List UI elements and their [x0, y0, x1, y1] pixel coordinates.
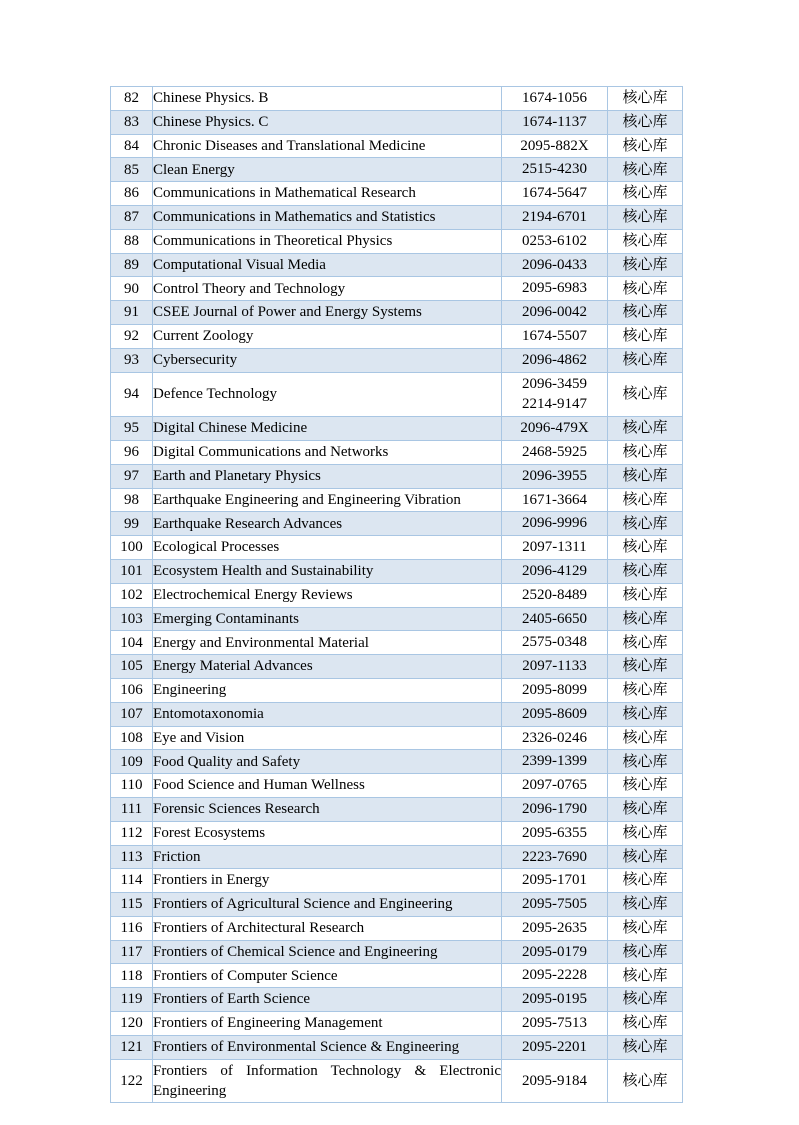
- journal-name: Control Theory and Technology: [153, 277, 502, 301]
- row-index: 106: [111, 678, 153, 702]
- table-row: [111, 158, 683, 182]
- issn-cell: [502, 678, 608, 702]
- journal-name: Communications in Mathematics and Statistics: [153, 205, 502, 229]
- status-label: 核心库: [608, 750, 683, 774]
- journal-name: Communications in Mathematical Research: [153, 182, 502, 206]
- row-index: 100: [111, 536, 153, 560]
- issn-value: 2223-7690: [522, 848, 587, 865]
- table-row: [111, 607, 683, 631]
- issn-value: 0253-6102: [522, 232, 587, 249]
- table-row: [111, 964, 683, 988]
- issn-cell: [502, 1035, 608, 1059]
- row-index: 87: [111, 205, 153, 229]
- issn-cell: [502, 417, 608, 441]
- issn-value: 2326-0246: [522, 729, 587, 746]
- issn-value: 2575-0348: [522, 634, 587, 651]
- row-index: 109: [111, 750, 153, 774]
- row-index: 107: [111, 702, 153, 726]
- issn-value: 1674-1056: [522, 90, 587, 106]
- row-index: 90: [111, 277, 153, 301]
- journal-name: Frontiers of Earth Science: [153, 988, 502, 1012]
- journal-name: Frontiers of Information Technology & Electronic Engineering: [153, 1059, 502, 1103]
- issn-cell: [502, 536, 608, 560]
- status-label: 核心库: [608, 559, 683, 583]
- journal-name: Frontiers of Engineering Management: [153, 1012, 502, 1036]
- issn-cell: [502, 253, 608, 277]
- table-row: [111, 678, 683, 702]
- issn-cell: [502, 702, 608, 726]
- row-index: 95: [111, 417, 153, 441]
- issn-cell: [502, 158, 608, 182]
- issn-value: 1674-5507: [522, 327, 587, 344]
- row-index: 101: [111, 559, 153, 583]
- issn-value: 2095-0195: [522, 991, 587, 1008]
- table-row: [111, 440, 683, 464]
- issn-cell: [502, 440, 608, 464]
- issn-cell: [502, 655, 608, 679]
- issn-cell: [502, 631, 608, 655]
- status-label: 核心库: [608, 1059, 683, 1103]
- table-row: [111, 726, 683, 750]
- table-row: [111, 253, 683, 277]
- status-label: 核心库: [608, 229, 683, 253]
- status-label: 核心库: [608, 964, 683, 988]
- issn-cell: [502, 893, 608, 917]
- row-index: 84: [111, 134, 153, 158]
- status-label: 核心库: [608, 205, 683, 229]
- issn-value: 2097-1311: [522, 539, 587, 556]
- journal-name: Frontiers of Chemical Science and Engineering: [153, 940, 502, 964]
- status-label: 核心库: [608, 110, 683, 134]
- table-row: [111, 583, 683, 607]
- issn-value: 2097-0765: [522, 777, 587, 794]
- journal-name: Frontiers of Agricultural Science and Engineering: [153, 893, 502, 917]
- status-label: 核心库: [608, 655, 683, 679]
- status-label: 核心库: [608, 536, 683, 560]
- journal-name: Emerging Contaminants: [153, 607, 502, 631]
- journal-name: Engineering: [153, 678, 502, 702]
- status-label: 核心库: [608, 301, 683, 325]
- issn-value: 2095-9184: [522, 1072, 587, 1089]
- issn-cell: [502, 916, 608, 940]
- journal-name: Earthquake Research Advances: [153, 512, 502, 536]
- table-row: [111, 655, 683, 679]
- issn-value: 2095-8609: [522, 705, 587, 722]
- journal-name: Forensic Sciences Research: [153, 797, 502, 821]
- table-row: [111, 205, 683, 229]
- row-index: 120: [111, 1012, 153, 1036]
- journal-name: Communications in Theoretical Physics: [153, 229, 502, 253]
- row-index: 114: [111, 869, 153, 893]
- row-index: 121: [111, 1035, 153, 1059]
- issn-cell: [502, 182, 608, 206]
- row-index: 111: [111, 797, 153, 821]
- row-index: 117: [111, 940, 153, 964]
- status-label: 核心库: [608, 324, 683, 348]
- issn-value: 1671-3664: [522, 491, 587, 508]
- journal-name: Frontiers in Energy: [153, 869, 502, 893]
- issn-value: 2095-8099: [522, 681, 587, 698]
- journal-name: Defence Technology: [153, 372, 502, 417]
- row-index: 115: [111, 893, 153, 917]
- status-label: 核心库: [608, 372, 683, 417]
- table-row: [111, 229, 683, 253]
- journal-name: Frontiers of Architectural Research: [153, 916, 502, 940]
- journal-table: [110, 86, 683, 1103]
- table-row: [111, 536, 683, 560]
- table-row: [111, 134, 683, 158]
- table-row: [111, 940, 683, 964]
- row-index: 82: [111, 87, 153, 111]
- row-index: 116: [111, 916, 153, 940]
- issn-value: 2095-2635: [522, 919, 587, 936]
- issn-cell: [502, 372, 608, 417]
- journal-name: Ecosystem Health and Sustainability: [153, 559, 502, 583]
- issn-cell: [502, 750, 608, 774]
- issn-cell: [502, 1012, 608, 1036]
- journal-name: Chinese Physics. B: [153, 87, 502, 111]
- issn-value: 2095-6355: [522, 824, 587, 841]
- status-label: 核心库: [608, 134, 683, 158]
- journal-name: Entomotaxonomia: [153, 702, 502, 726]
- issn-cell: [502, 797, 608, 821]
- table-row: [111, 324, 683, 348]
- journal-name: Chronic Diseases and Translational Medicine: [153, 134, 502, 158]
- status-label: 核心库: [608, 1035, 683, 1059]
- issn-cell: [502, 774, 608, 798]
- table-row: [111, 182, 683, 206]
- table-row: [111, 1012, 683, 1036]
- issn-cell: [502, 845, 608, 869]
- status-label: 核心库: [608, 916, 683, 940]
- status-label: 核心库: [608, 631, 683, 655]
- issn-value: 2096-1790: [522, 800, 587, 817]
- issn-cell: [502, 583, 608, 607]
- row-index: 97: [111, 464, 153, 488]
- status-label: 核心库: [608, 158, 683, 182]
- table-row: [111, 464, 683, 488]
- status-label: 核心库: [608, 940, 683, 964]
- status-label: 核心库: [608, 182, 683, 206]
- issn-cell: [502, 110, 608, 134]
- table-row: [111, 869, 683, 893]
- issn-cell: [502, 869, 608, 893]
- table-row: [111, 488, 683, 512]
- issn-value: 2095-0179: [522, 943, 587, 960]
- table-row: [111, 1059, 683, 1103]
- status-label: 核心库: [608, 845, 683, 869]
- row-index: 105: [111, 655, 153, 679]
- issn-cell: [502, 348, 608, 372]
- issn-value: 2194-6701: [522, 208, 587, 225]
- row-index: 108: [111, 726, 153, 750]
- row-index: 96: [111, 440, 153, 464]
- issn-value: 2097-1133: [522, 658, 587, 675]
- issn-value: 2095-2201: [522, 1038, 587, 1055]
- journal-name: Digital Chinese Medicine: [153, 417, 502, 441]
- issn-cell: [502, 464, 608, 488]
- journal-name: Electrochemical Energy Reviews: [153, 583, 502, 607]
- issn-cell: [502, 134, 608, 158]
- row-index: 91: [111, 301, 153, 325]
- issn-value: 2096-0042: [522, 304, 587, 321]
- row-index: 119: [111, 988, 153, 1012]
- issn-cell: [502, 205, 608, 229]
- journal-name: Computational Visual Media: [153, 253, 502, 277]
- journal-name: Clean Energy: [153, 158, 502, 182]
- status-label: 核心库: [608, 774, 683, 798]
- status-label: 核心库: [608, 607, 683, 631]
- issn-value: 2096-3955: [522, 467, 587, 484]
- journal-name: Earthquake Engineering and Engineering Vibration: [153, 488, 502, 512]
- journal-name: CSEE Journal of Power and Energy Systems: [153, 301, 502, 325]
- issn-value: 2095-7513: [522, 1015, 587, 1032]
- row-index: 93: [111, 348, 153, 372]
- issn-value: 2096-0433: [522, 256, 587, 273]
- status-label: 核心库: [608, 821, 683, 845]
- row-index: 112: [111, 821, 153, 845]
- status-label: 核心库: [608, 87, 683, 111]
- status-label: 核心库: [608, 488, 683, 512]
- issn-cell: [502, 229, 608, 253]
- issn-value: 2520-8489: [522, 586, 587, 603]
- issn-value: 2096-4862: [522, 351, 587, 368]
- issn-cell: [502, 512, 608, 536]
- issn-value: 2095-6983: [522, 280, 587, 297]
- status-label: 核心库: [608, 253, 683, 277]
- status-label: 核心库: [608, 583, 683, 607]
- issn-value: 2095-882X: [520, 137, 589, 154]
- status-label: 核心库: [608, 512, 683, 536]
- row-index: 118: [111, 964, 153, 988]
- table-row: [111, 702, 683, 726]
- journal-name: Chinese Physics. C: [153, 110, 502, 134]
- journal-name: Current Zoology: [153, 324, 502, 348]
- table-row: [111, 512, 683, 536]
- table-row: [111, 87, 683, 111]
- row-index: 94: [111, 372, 153, 417]
- row-index: 99: [111, 512, 153, 536]
- journal-name: Energy Material Advances: [153, 655, 502, 679]
- issn-cell: [502, 988, 608, 1012]
- row-index: 104: [111, 631, 153, 655]
- status-label: 核心库: [608, 869, 683, 893]
- issn-value: 2096-4129: [522, 562, 587, 579]
- journal-name: Friction: [153, 845, 502, 869]
- issn-value: 2096-3459: [522, 375, 587, 392]
- journal-name: Food Quality and Safety: [153, 750, 502, 774]
- status-label: 核心库: [608, 417, 683, 441]
- status-label: 核心库: [608, 348, 683, 372]
- issn-cell: [502, 821, 608, 845]
- journal-name: Eye and Vision: [153, 726, 502, 750]
- row-index: 103: [111, 607, 153, 631]
- status-label: 核心库: [608, 726, 683, 750]
- issn-value: 2096-479X: [520, 420, 589, 437]
- issn-value: 1674-5647: [522, 185, 587, 202]
- issn-value: 2096-9996: [522, 515, 587, 532]
- table-row: [111, 277, 683, 301]
- row-index: 89: [111, 253, 153, 277]
- table-row: [111, 893, 683, 917]
- issn-cell: [502, 277, 608, 301]
- issn-value: 2095-2228: [522, 967, 587, 984]
- table-row: [111, 631, 683, 655]
- issn-value: 2095-7505: [522, 896, 587, 913]
- table-row: [111, 1035, 683, 1059]
- issn-value: 2405-6650: [522, 610, 587, 627]
- issn-cell: [502, 87, 608, 111]
- status-label: 核心库: [608, 464, 683, 488]
- journal-name: Forest Ecosystems: [153, 821, 502, 845]
- issn-value: 2095-1701: [522, 872, 587, 889]
- table-row: [111, 797, 683, 821]
- table-row: [111, 845, 683, 869]
- issn-cell: [502, 607, 608, 631]
- table-row: [111, 750, 683, 774]
- table-row: [111, 916, 683, 940]
- issn-cell: [502, 324, 608, 348]
- row-index: 110: [111, 774, 153, 798]
- journal-name: Frontiers of Computer Science: [153, 964, 502, 988]
- row-index: 92: [111, 324, 153, 348]
- row-index: 122: [111, 1059, 153, 1103]
- status-label: 核心库: [608, 702, 683, 726]
- status-label: 核心库: [608, 678, 683, 702]
- issn-value: 2214-9147: [522, 396, 587, 413]
- journal-name: Energy and Environmental Material: [153, 631, 502, 655]
- row-index: 85: [111, 158, 153, 182]
- table-row: [111, 372, 683, 417]
- issn-value: 2468-5925: [522, 443, 587, 460]
- table-row: [111, 774, 683, 798]
- issn-value: 2515-4230: [522, 161, 587, 178]
- row-index: 113: [111, 845, 153, 869]
- journal-name: Cybersecurity: [153, 348, 502, 372]
- issn-cell: [502, 301, 608, 325]
- issn-value: 2399-1399: [522, 753, 587, 770]
- table-row: [111, 417, 683, 441]
- status-label: 核心库: [608, 440, 683, 464]
- row-index: 102: [111, 583, 153, 607]
- journal-table-body: [111, 87, 683, 1103]
- table-row: [111, 988, 683, 1012]
- row-index: 86: [111, 182, 153, 206]
- row-index: 88: [111, 229, 153, 253]
- table-row: [111, 110, 683, 134]
- status-label: 核心库: [608, 893, 683, 917]
- issn-cell: [502, 940, 608, 964]
- issn-cell: [502, 726, 608, 750]
- table-row: [111, 348, 683, 372]
- row-index: 83: [111, 110, 153, 134]
- status-label: 核心库: [608, 277, 683, 301]
- issn-value: 1674-1137: [522, 113, 587, 130]
- table-row: [111, 821, 683, 845]
- journal-name: Frontiers of Environmental Science & Engineering: [153, 1035, 502, 1059]
- table-row: [111, 301, 683, 325]
- status-label: 核心库: [608, 988, 683, 1012]
- journal-name: Food Science and Human Wellness: [153, 774, 502, 798]
- issn-cell: [502, 1059, 608, 1103]
- row-index: 98: [111, 488, 153, 512]
- journal-name: Digital Communications and Networks: [153, 440, 502, 464]
- status-label: 核心库: [608, 797, 683, 821]
- table-row: [111, 559, 683, 583]
- journal-name: Earth and Planetary Physics: [153, 464, 502, 488]
- issn-cell: [502, 559, 608, 583]
- issn-cell: [502, 964, 608, 988]
- journal-name: Ecological Processes: [153, 536, 502, 560]
- status-label: 核心库: [608, 1012, 683, 1036]
- issn-cell: [502, 488, 608, 512]
